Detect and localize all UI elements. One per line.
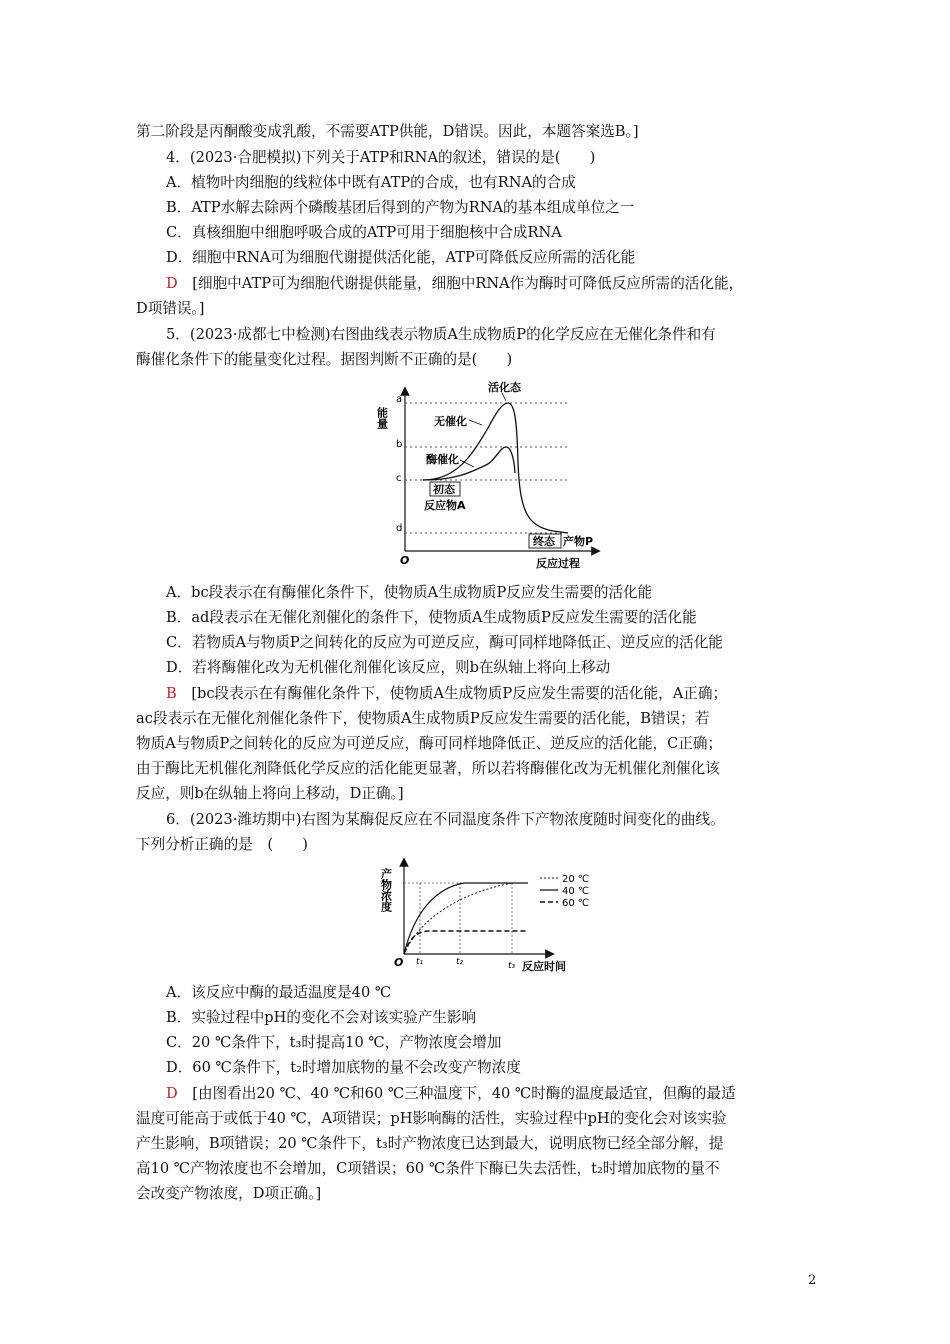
text-line: 由于酶比无机催化剂降低化学反应的活化能更显著，所以若将酶催化改为无机催化剂催化该 <box>136 760 720 777</box>
origin-label: O <box>400 554 410 567</box>
tick-t3: t₃ <box>508 961 516 971</box>
q4-option-c: C．真核细胞中细胞呼吸合成的ATP可用于细胞核中合成RNA <box>166 224 562 241</box>
q5-option-a: A．bc段表示在有酶催化条件下，使物质A生成物质P反应发生需要的活化能 <box>166 584 653 601</box>
energy-diagram <box>375 381 606 571</box>
text-line: 物质A与物质P之间转化的反应为可逆反应，酶可同样地降低正、逆反应的活化能，C正确； <box>136 735 723 752</box>
activated-state-label: 活化态 <box>488 381 521 394</box>
q4-option-d: D．细胞中RNA可为细胞代谢提供活化能，ATP可降低反应所需的活化能 <box>166 249 636 266</box>
q6-option-a: A．该反应中酶的最适温度是40 ℃ <box>166 984 392 1001</box>
enzyme-catalyzed-label: 酶催化 <box>426 453 459 466</box>
x-axis-label: 反应时间 <box>522 960 566 973</box>
q4-answer: D <box>166 275 178 292</box>
text-line: 产生影响，B项错误；20 ℃条件下，t₃时产物浓度已达到最大，说明底物已经全部分解，提 <box>136 1135 724 1152</box>
q5-option-b: B．ad段表示在无催化剂催化的条件下，使物质A生成物质P反应发生需要的活化能 <box>166 609 697 626</box>
level-d-label: d <box>396 523 403 534</box>
text-line: D项错误。] <box>136 300 205 317</box>
text-line: 下列分析正确的是 ( ) <box>136 836 308 853</box>
text-line: 第二阶段是丙酮酸变成乳酸，不需要ATP供能，D错误。因此，本题答案选B。] <box>136 123 639 140</box>
q6-option-b: B．实验过程中pH的变化不会对该实验产生影响 <box>166 1009 477 1026</box>
initial-state-label: 初态 <box>433 483 455 496</box>
q5-answer: B <box>166 685 177 702</box>
text-line: 会改变产物浓度，D项正确。] <box>136 1185 322 1202</box>
text-line: 反应，则b在纵轴上将向上移动，D正确。] <box>136 785 404 802</box>
level-b-label: b <box>396 439 403 450</box>
q6-answer: D <box>166 1085 178 1102</box>
legend-40c-label: 40 ℃ <box>562 886 590 897</box>
text-line: ac段表示在无催化剂催化条件下，使物质A生成物质P反应发生需要的活化能，B错误；若 <box>136 710 710 727</box>
x-axis-label: 反应过程 <box>536 557 580 570</box>
product-p-label: 产物P <box>563 535 594 548</box>
text-line: 高10 ℃产物浓度也不会增加，C项错误；60 ℃条件下酶已失去活性，t₂时增加底物的量不 <box>136 1160 720 1177</box>
concentration-chart <box>380 858 596 974</box>
origin-label: O <box>394 956 404 969</box>
question-4-stem: 4．(2023·合肥模拟)下列关于ATP和RNA的叙述，错误的是( ) <box>166 149 596 166</box>
q4-explanation: D [细胞中ATP可为细胞代谢提供能量，细胞中RNA作为酶时可降低反应所需的活化能， <box>166 275 744 292</box>
q4-option-a: A．植物叶肉细胞的线粒体中既有ATP的合成，也有RNA的合成 <box>166 174 576 191</box>
text-line: 温度可能高于或低于40 ℃，A项错误；pH影响酶的活性，实验过程中pH的变化会对该实验 <box>136 1110 727 1127</box>
tick-t2: t₂ <box>456 957 464 967</box>
question-6-stem: 6．(2023·潍坊期中)右图为某酶促反应在不同温度条件下产物浓度随时间变化的曲线。 <box>166 811 725 828</box>
text-line: 酶催化条件下的能量变化过程。据图判断不正确的是( ) <box>136 351 513 368</box>
tick-t1: t₁ <box>416 957 424 967</box>
y-axis-label-text: 能量 <box>375 407 389 429</box>
uncatalyzed-label: 无催化 <box>434 415 467 428</box>
reactant-a-label: 反应物A <box>424 499 466 512</box>
q6-explanation: D [由图看出20 ℃、40 ℃和60 ℃三种温度下，40 ℃时酶的温度最适宜，但酶的最适 <box>166 1085 736 1102</box>
legend-20c-label: 20 ℃ <box>562 874 590 885</box>
level-a-label: a <box>396 394 403 405</box>
level-c-label: c <box>396 473 402 484</box>
q6-option-d: D．60 ℃条件下，t₂时增加底物的量不会改变产物浓度 <box>166 1059 521 1076</box>
curve-60c <box>404 931 528 954</box>
legend-60c-label: 60 ℃ <box>562 898 590 909</box>
curve-40c <box>404 883 528 954</box>
page-number: 2 <box>808 1273 817 1288</box>
q4-option-b: B．ATP水解去除两个磷酸基团后得到的产物为RNA的基本组成单位之一 <box>166 199 635 216</box>
question-5-stem: 5．(2023·成都七中检测)右图曲线表示物质A生成物质P的化学反应在无催化条件和有 <box>166 326 716 343</box>
q5-option-d: D．若将酶催化改为无机催化剂催化该反应，则b在纵轴上将向上移动 <box>166 659 611 676</box>
q5-explanation: B [bc段表示在有酶催化条件下，使物质A生成物质P反应发生需要的活化能，A正确； <box>166 685 728 702</box>
q6-option-c: C．20 ℃条件下，t₃时提高10 ℃，产物浓度会增加 <box>166 1034 502 1051</box>
y-axis-label: 产物浓度 <box>379 868 393 912</box>
q5-option-c: C．若物质A与物质P之间转化的反应为可逆反应，酶可同样地降低正、逆反应的活化能 <box>166 634 723 651</box>
final-state-label: 终态 <box>533 535 555 548</box>
